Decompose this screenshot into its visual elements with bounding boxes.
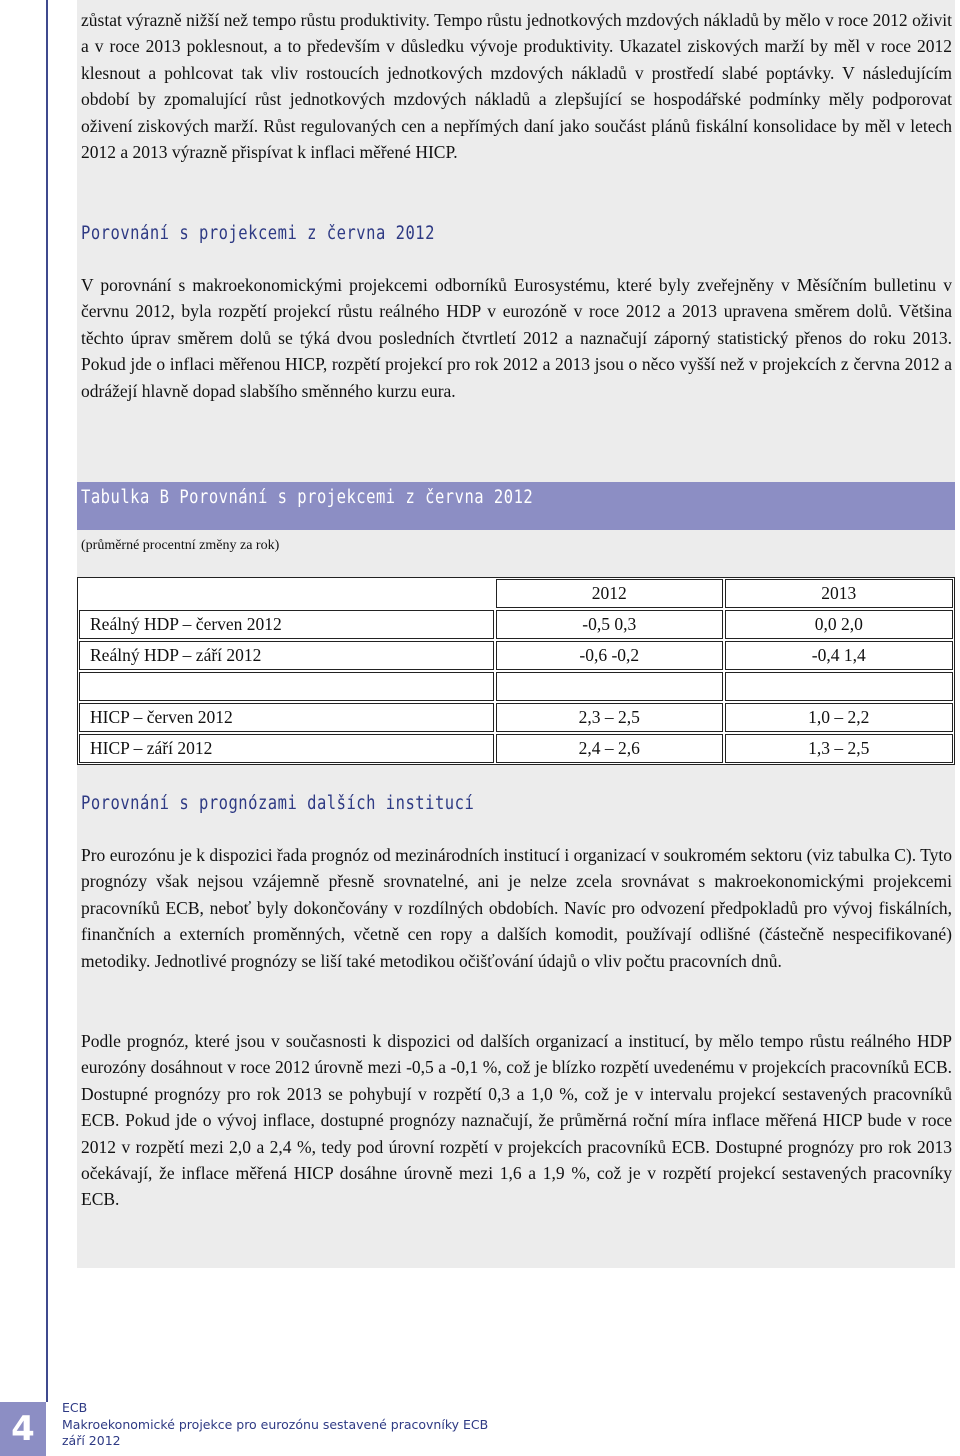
col-header-2013: 2013 [725, 579, 954, 608]
table-subtitle: (průměrné procentní změny za rok) [81, 538, 280, 553]
paragraph-other-forecasts: Pro eurozónu je k dispozici řada prognóz od mezinárodních institucí i organizací v soukromém sektoru (viz tabulka C). Tyto prognózy však nejsou vzájemně přesně srovnatelné, ani je nelze zcela srovnávat s makroekonomickými projekcemi pracovníků ECB, neboť byly dokončovány v rozdílných obdobích. Navíc pro odvození předpokladů pro vývoj fiskálních, finančních a externích proměnných, včetně cen ropy a dalších komodit, používají odlišné (částečně nespecifikované) metodiky. Jednotlivé prognózy se liší také metodikou očišťování údajů o vliv počtu pracovních dnů. [81, 845, 952, 971]
page-number: 4 [0, 1402, 46, 1456]
cell-2012: -0,5 0,3 [496, 610, 722, 639]
col-header-2012: 2012 [496, 579, 722, 608]
table-title: Tabulka B Porovnání s projekcemi z června 2012 [81, 486, 534, 508]
table-row [78, 733, 954, 764]
cell-2013: 0,0 2,0 [725, 610, 954, 639]
cell-2013: 1,3 – 2,5 [725, 734, 954, 763]
cell-2012: 2,4 – 2,6 [496, 734, 722, 763]
table-spacer-row [78, 671, 954, 702]
paragraph-wages: zůstat výrazně nižší než tempo růstu produktivity. Tempo růstu jednotkových mzdových nákladů by mělo v roce 2012 oživit a v roce 2013 poklesnout, a to především v důsledku vývoje produktivity. Ukazatel ziskových marží by měl v roce 2012 klesnout a pohlcovat tak vliv rostoucích jednotkových mzdových nákladů v prostředí slabé poptávky. V následujícím období by zpomalující růst jednotkových mzdových nákladů a zlepšující se hospodářské podmínky měly podporovat oživení ziskových marží. Růst regulovaných cen a nepřímých daní jako součást plánů fiskální konsolidace by měl v letech 2012 a 2013 výrazně přispívat k inflaci měřené HICP. [81, 10, 952, 163]
heading-other-institutions: Porovnání s prognózami dalších institucí [81, 792, 475, 814]
table-row [78, 702, 954, 733]
table-title-bar [77, 482, 955, 530]
cell-2013: -0,4 1,4 [725, 641, 954, 670]
paragraph-june-comparison: V porovnání s makroekonomickými projekcemi odborníků Eurosystému, které byly zveřejněny v Měsíčním bulletinu v červnu 2012, byla rozpětí projekcí růstu reálného HDP v eurozóně v roce 2012 a 2013 upravena směrem dolů. Většina těchto úprav směrem dolů se týká dvou posledních čtvrtletí 2012 a naznačují záporný statistický přenos do roku 2013. Pokud jde o inflaci měřenou HICP, rozpětí projekcí pro rok 2012 a 2013 jsou o něco vyšší než v projekcích z června 2012 a odrážejí hlavně dopad slabšího směnného kurzu eura. [81, 275, 952, 401]
row-label: HICP – září 2012 [79, 734, 494, 763]
row-label: HICP – červen 2012 [79, 703, 494, 732]
footer-date: září 2012 [62, 1433, 121, 1448]
footer-publisher: ECB [62, 1400, 88, 1415]
cell-2013: 1,0 – 2,2 [725, 703, 954, 732]
footer-title: Makroekonomické projekce pro eurozónu sestavené pracovníky ECB [62, 1416, 489, 1432]
heading-june-comparison: Porovnání s projekcemi z června 2012 [81, 222, 435, 244]
page-footer [62, 1400, 488, 1450]
comparison-table [77, 577, 955, 765]
cell-2012: -0,6 -0,2 [496, 641, 722, 670]
cell-2012: 2,3 – 2,5 [496, 703, 722, 732]
row-label: Reálný HDP – červen 2012 [79, 610, 494, 639]
margin-rule [46, 0, 48, 1402]
table-header-row [78, 578, 954, 609]
table-row [78, 609, 954, 640]
paragraph-forecast-ranges: Podle prognóz, které jsou v současnosti k dispozici od dalších organizací a institucí, by mělo tempo růstu reálného HDP eurozóny dosáhnout v roce 2012 úrovně mezi -0,5 a -0,1 %, což je blízko rozpětí uvedenému v projekcích pracovníků ECB. Dostupné prognózy pro rok 2013 se pohybují v rozpětí 0,3 a 1,0 %, což je v intervalu projekcí sestavených pracovníků ECB. Pokud jde o vývoj inflace, dostupné prognózy naznačují, že průměrná roční míra inflace měřená HICP bude v roce 2012 v rozpětí mezi 2,0 a 2,4 %, tedy pod úrovní rozpětí v projekcích pracovníků ECB. Dostupné prognózy pro rok 2013 očekávají, že inflace měřená HICP dosáhne úrovně mezi 1,6 a 1,9 %, což je v rozpětí projekcí sestavených pracovníky ECB. [81, 1031, 952, 1210]
table-row [78, 640, 954, 671]
row-label: Reálný HDP – září 2012 [79, 641, 494, 670]
